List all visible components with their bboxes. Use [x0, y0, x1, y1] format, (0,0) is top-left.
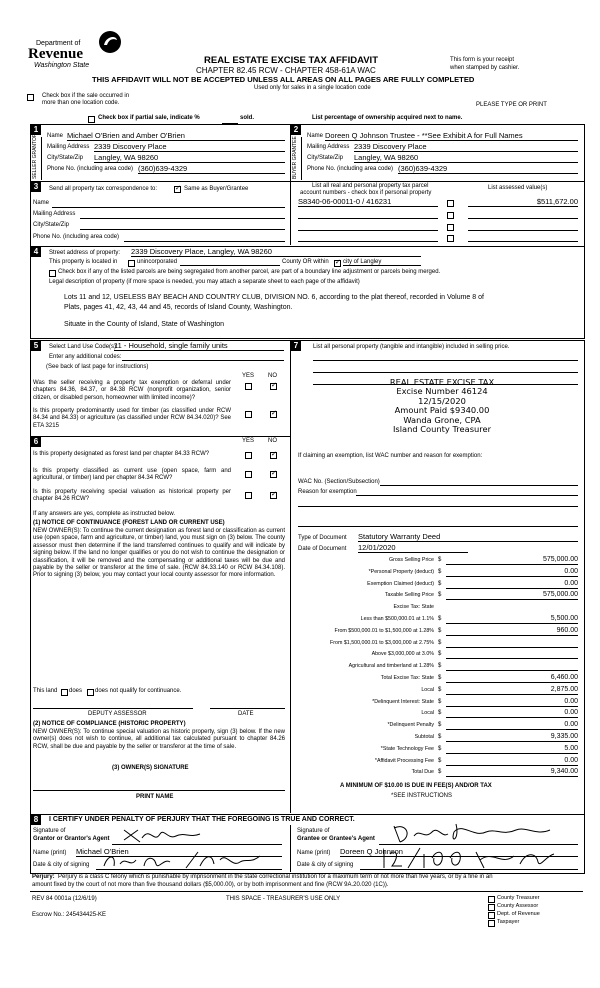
same-as-buyer-label: Same as Buyer/Grantee — [184, 186, 249, 192]
tax-row — [298, 757, 580, 769]
dor-logo-icon — [98, 30, 122, 54]
form-title: REAL ESTATE EXCISE TAX AFFIDAVIT — [204, 55, 379, 66]
seller-side-label: SELLER GRANTOR — [32, 133, 38, 179]
tax-row-label: *Delinquent Interest: State — [372, 698, 434, 705]
grantee-date-city-handwriting — [380, 846, 560, 872]
land-use-label: Select Land Use Code(s): — [49, 344, 118, 350]
tax-row-label: *Delinquent Penalty — [387, 722, 434, 729]
form-revision: REV 84 0001a (12/6/19) — [32, 896, 97, 902]
parcel-header-2: account numbers - check box if personal property — [300, 190, 432, 196]
tax-row-dollar: $ — [438, 734, 442, 740]
assessed-header: List assessed value(s) — [488, 185, 548, 191]
tax-row — [298, 662, 580, 674]
s6-no-header: NO — [268, 438, 277, 444]
tax-row-value[interactable]: 6,460.00 — [446, 674, 578, 683]
grantor-name-field[interactable]: Michael O'Brien — [76, 847, 282, 857]
deputy-assessor-label: DEPUTY ASSESSOR — [88, 711, 147, 717]
tax-row — [298, 650, 580, 662]
tax-row-label: *State Technology Fee — [380, 745, 434, 752]
s5-question-1: Was the seller receiving a property tax exemption or deferral under chapters 84.36, 84.37, or 84.38 RCW (nonprofit organization, senior citizen, or disabled person, homeowner with limited income)? — [33, 380, 231, 401]
seller-phone-label: Phone No. (including area code) — [47, 166, 134, 172]
receipt-note-1: This form is your receipt — [450, 57, 515, 63]
tax-row-value[interactable]: 2,875.00 — [446, 686, 578, 695]
street-address-field[interactable]: 2339 Discovery Place, Langley, WA 98260 — [131, 247, 421, 257]
deputy-date-label: DATE — [238, 711, 254, 717]
send-correspondence-label: Send all property tax correspondence to: — [49, 186, 158, 192]
tax-row-value[interactable]: 0.00 — [446, 757, 578, 766]
s5-q1-no[interactable] — [270, 383, 277, 390]
buyer-phone-field[interactable]: (360)639-4329 — [398, 164, 578, 174]
sold-label: sold. — [240, 115, 255, 121]
tax-row-label: Less than $500,000.01 at 1.1% — [360, 616, 434, 622]
stamp-line-6: Island County Treasurer — [392, 424, 492, 435]
partial-sale-label: Check box if partial sale, indicate % — [98, 115, 200, 121]
s5-q2-no[interactable] — [270, 411, 277, 418]
form-chapter: CHAPTER 82.45 RCW - CHAPTER 458-61A WAC — [196, 66, 376, 75]
section-1-badge: 1 — [31, 125, 41, 135]
personal-property-label: List all personal property (tangible and intangible) included in selling price. — [313, 344, 510, 350]
seller-name-field[interactable]: Michael O'Brien and Amber O'Brien — [67, 131, 285, 141]
s6-q3-yes[interactable] — [245, 492, 252, 499]
section-5-badge: 5 — [31, 341, 41, 351]
same-as-buyer-checkbox[interactable] — [174, 186, 181, 193]
doc-type-label: Type of Document — [298, 535, 347, 541]
seller-city-field[interactable]: Langley, WA 98260 — [94, 153, 285, 163]
tax-row-value[interactable]: 0.00 — [446, 709, 578, 718]
section-3-badge: 3 — [31, 182, 41, 192]
s5-question-2: Is this property predominantly used for timber (as classified under RCW 84.34 and 84.33) or agriculture (as classified under RCW 84.34.020)? See ETA 3215 — [33, 408, 231, 429]
buyer-mailing-field[interactable]: 2339 Discovery Place — [354, 142, 578, 152]
doc-type-field[interactable]: Statutory Warranty Deed — [358, 532, 578, 542]
certify-statement: I CERTIFY UNDER PENALTY OF PERJURY THAT THE FOREGOING IS TRUE AND CORRECT. — [49, 816, 355, 823]
segregated-checkbox[interactable] — [49, 270, 56, 277]
tax-row — [298, 745, 580, 757]
exemption-label: If claiming an exemption, list WAC number and reason for exemption: — [298, 453, 483, 459]
owner-signature-label: (3) OWNER(S) SIGNATURE — [112, 765, 189, 771]
perjury-text-2: amount fixed by the court of not more than five thousand dollars ($5,000.00), or by both imprisonment and fine (RCW 9A.20.020 (1C)). — [32, 882, 389, 888]
tax-row-dollar: $ — [438, 592, 442, 599]
grantee-name-field[interactable]: Doreen Q Johnson — [340, 847, 578, 857]
tax-row — [298, 627, 580, 639]
doc-date-field[interactable]: 12/01/2020 — [358, 543, 468, 553]
tax-row-dollar: $ — [438, 663, 442, 670]
qualify-label-3: does not qualify for continuance. — [95, 688, 182, 694]
tax-row — [298, 768, 580, 780]
form-warning: THIS AFFIDAVIT WILL NOT BE ACCEPTED UNLESS ALL AREAS ON ALL PAGES ARE FULLY COMPLETED — [92, 75, 475, 84]
treasurer-stamp — [352, 378, 532, 436]
buyer-city-label: City/State/Zip — [307, 155, 344, 161]
tax-row — [298, 733, 580, 745]
tax-row — [298, 591, 580, 603]
tax-row-dollar: $ — [438, 639, 442, 646]
grantee-name-print-label: Name (print) — [297, 850, 331, 856]
tax-corr-name-label: Name — [33, 200, 50, 206]
tax-row-dollar: $ — [438, 745, 442, 752]
notice-continuance-title: (1) NOTICE OF CONTINUANCE (FOREST LAND OR CURRENT USE) — [33, 520, 225, 526]
section-6-badge: 6 — [31, 437, 41, 447]
tax-row-dollar: $ — [438, 627, 442, 634]
seller-name-label: Name — [47, 133, 64, 139]
seller-mailing-label: Mailing Address — [47, 144, 90, 150]
personal-property-checkbox-2[interactable] — [447, 212, 454, 219]
tax-row — [298, 674, 580, 686]
tax-row-value[interactable] — [446, 639, 578, 648]
tax-row-value[interactable]: 0.00 — [446, 568, 578, 577]
tax-corr-city-label: City/State/Zip — [33, 222, 70, 228]
tax-row-dollar: $ — [438, 580, 442, 587]
located-in-label: This property is located in — [49, 259, 118, 265]
personal-property-checkbox-3[interactable] — [447, 224, 454, 231]
city-of-label: city of Langley — [343, 259, 382, 265]
see-back-note: (See back of last page for instructions) — [46, 364, 149, 370]
grantor-date-city-handwriting — [100, 850, 270, 872]
parcel-header-1: List all real and personal property tax parcel — [312, 183, 429, 189]
qualify-label-2: does — [69, 688, 83, 694]
tax-row-value[interactable]: 9,340.00 — [446, 768, 578, 777]
doc-date-label: Date of Document — [298, 546, 347, 552]
grantor-name-print-label: Name (print) — [33, 850, 67, 856]
section-2-badge: 2 — [291, 125, 301, 135]
s5-q1-yes[interactable] — [245, 383, 252, 390]
section-8-badge: 8 — [31, 815, 41, 825]
personal-property-checkbox-1[interactable] — [447, 200, 454, 207]
copy-county-treasurer-checkbox[interactable] — [488, 896, 495, 903]
tax-row-value[interactable]: 575,000.00 — [446, 556, 578, 565]
tax-corr-phone-label: Phone No. (including area code) — [33, 234, 120, 240]
multi-location-checkbox[interactable] — [27, 94, 34, 101]
tax-row-value[interactable]: 5.00 — [446, 745, 578, 754]
legal-description-1: Lots 11 and 12, USELESS BAY BEACH AND COUNTRY CLUB, DIVISION NO. 6, according to the plat thereof, recorded in Volume 8 of — [64, 294, 484, 301]
s6-question-3: Is this property receiving special valuation as historical property per chapter 84.26 RCW? — [33, 489, 231, 503]
tax-row-label: Subtotal — [414, 734, 434, 740]
seller-side-label-box — [31, 133, 42, 180]
s6-q1-no[interactable] — [270, 452, 277, 459]
tax-row-dollar: $ — [438, 769, 442, 776]
tax-row-label: Local — [421, 686, 434, 693]
notice-compliance-body: NEW OWNER(S): To continue special valuation as historic property, sign (3) below. If the new owner(s) does not wish to continue, all additional tax calculated pursuant to chapter 84.26 RCW, shall be due and payable by the seller or transferor at the time of sale. — [33, 729, 285, 750]
tax-row-dollar: $ — [438, 557, 442, 563]
see-instructions-note: *SEE INSTRUCTIONS — [391, 793, 453, 799]
copy-taxpayer: Taxpayer — [497, 919, 520, 925]
tax-row-value[interactable]: 0.00 — [446, 721, 578, 730]
if-yes-instruction: If any answers are yes, complete as instructed below. — [33, 511, 176, 517]
copy-dept-revenue-checkbox[interactable] — [488, 912, 495, 919]
grantor-signature — [120, 824, 230, 848]
tax-row-label: *Affidavit Processing Fee — [374, 757, 434, 764]
legal-description-2: Plats, pages 41, 42, 43, 44 and 45, records of Island County, Washington. — [64, 304, 293, 311]
grantee-date-city-label: Date & city of signing — [297, 862, 354, 868]
qualify-label-1: This land — [33, 688, 58, 694]
partial-sale-checkbox[interactable] — [88, 116, 95, 123]
land-use-field[interactable]: 11 - Household, single family units — [114, 341, 284, 351]
tax-row-label: Agricultural and timberland at 1.28% — [348, 663, 434, 670]
tax-row-value[interactable] — [446, 650, 578, 659]
tax-row-dollar: $ — [438, 710, 442, 717]
tax-row-value[interactable]: 575,000.00 — [446, 591, 578, 600]
grantee-signature — [390, 820, 560, 846]
tax-row-label: Total Excise Tax: State — [380, 675, 434, 681]
grantor-date-city-label: Date & city of signing — [33, 862, 90, 868]
escrow-number: Escrow No.: 245434425-KE — [32, 912, 107, 918]
grantee-signature-label: Signature of — [297, 828, 330, 834]
tax-row — [298, 709, 580, 721]
perjury-label: Perjury: — [32, 874, 55, 880]
tax-row-dollar: $ — [438, 686, 442, 693]
minimum-fee-note: A MINIMUM OF $10.00 IS DUE IN FEE(S) AND/OR TAX — [340, 783, 492, 789]
tax-row-label: Total Due — [411, 769, 434, 776]
seller-city-label: City/State/Zip — [47, 155, 84, 161]
print-name-label: PRINT NAME — [136, 794, 174, 800]
tax-row-label: *Personal Property (deduct) — [368, 568, 434, 575]
tax-row-value[interactable] — [446, 662, 578, 671]
segregated-label: Check box if any of the listed parcels are being segregated from another parcel, are part of a boundary line adjustment or parcels being merged. — [58, 269, 441, 275]
tax-row-dollar: $ — [438, 568, 442, 575]
tax-row-dollar: $ — [438, 616, 442, 622]
buyer-name-label: Name — [307, 133, 324, 139]
seller-phone-field[interactable]: (360)639-4329 — [138, 164, 285, 174]
grantee-agent-label: Grantee or Grantee's Agent — [297, 836, 375, 842]
stamp-line-3: 12/15/2020 — [418, 395, 466, 406]
legal-description-label: Legal description of property (if more space is needed, you may attach a separate sheet to each page of the affidavit) — [49, 279, 360, 285]
unincorporated-checkbox[interactable] — [128, 260, 135, 267]
dor-logo — [14, 30, 126, 70]
copy-county-assessor: County Assessor — [497, 903, 539, 909]
tax-row — [298, 721, 580, 733]
tax-row-label: Local — [421, 710, 434, 717]
section-4-badge: 4 — [31, 247, 41, 257]
section-7-badge: 7 — [291, 341, 301, 351]
reason-label: Reason for exemption — [298, 489, 357, 495]
tax-row — [298, 615, 580, 627]
buyer-side-label: BUYER GRANTEE — [292, 136, 298, 179]
additional-codes-label: Enter any additional codes: — [49, 354, 122, 360]
perjury-text-1: Perjury is a class C felony which is punishable by imprisonment in the state correctional institution for a maximum term of not more than five years, or by a fine in an — [58, 874, 493, 880]
qualify-does-not-checkbox[interactable] — [87, 689, 94, 696]
tax-row-label: Gross Selling Price — [388, 557, 434, 563]
stamp-line-4: Amount Paid $9340.00 — [394, 405, 490, 416]
city-of-checkbox[interactable] — [334, 260, 341, 267]
tax-row — [298, 556, 580, 568]
multi-location-label-1: Check box if the sale occurred in — [42, 93, 130, 99]
tax-row — [298, 686, 580, 698]
buyer-mailing-label: Mailing Address — [307, 144, 350, 150]
tax-row-label: Excise Tax: State — [393, 604, 434, 611]
personal-property-checkbox-4[interactable] — [447, 235, 454, 242]
tax-row-dollar: $ — [438, 675, 442, 681]
tax-row-dollar: $ — [438, 698, 442, 705]
tax-row-label: From $1,500,000.01 to $3,000,000 at 2.75% — [330, 639, 434, 646]
tax-row — [298, 639, 580, 651]
unincorporated-label: unincorporated — [137, 259, 178, 265]
tax-row-label: From $500,000.01 to $1,500,000 at 1.28% — [334, 627, 434, 634]
grantor-agent-label: Grantor or Grantor's Agent — [33, 836, 110, 842]
ownership-note: List percentage of ownership acquired next to name. — [312, 115, 463, 121]
multi-location-label-2: more than one location code. — [42, 100, 120, 106]
tax-row-value[interactable]: 0.00 — [446, 698, 578, 707]
type-or-print: PLEASE TYPE OR PRINT — [476, 102, 547, 108]
stamp-line-2: Excise Number 46124 — [396, 386, 488, 397]
grantor-signature-label: Signature of — [33, 828, 66, 834]
tax-row-label: Above $3,000,000 at 3.0% — [371, 651, 434, 658]
tax-row-label: Taxable Selling Price — [384, 592, 434, 599]
tax-row-value[interactable]: 0.00 — [446, 580, 578, 589]
tax-row-value[interactable]: 5,500.00 — [446, 615, 578, 624]
seller-mailing-field[interactable]: 2339 Discovery Place — [94, 142, 285, 152]
tax-row-value[interactable]: 9,335.00 — [446, 733, 578, 742]
tax-corr-mailing-label: Mailing Address — [33, 211, 76, 217]
s5-q2-yes[interactable] — [245, 411, 252, 418]
buyer-name-field[interactable]: Doreen Q Johnson Trustee - **See Exhibit A for Full Names — [325, 131, 578, 141]
copy-dept-revenue: Dept. of Revenue — [497, 911, 540, 917]
tax-row — [298, 698, 580, 710]
s6-q3-no[interactable] — [270, 492, 277, 499]
copy-taxpayer-checkbox[interactable] — [488, 920, 495, 927]
buyer-phone-label: Phone No. (including area code) — [307, 166, 394, 172]
stamp-line-5: Wanda Grone, CPA — [403, 414, 481, 425]
assessed-value-field[interactable]: $511,672.00 — [468, 197, 578, 207]
tax-row — [298, 580, 580, 592]
single-location-note: Used only for sales in a single location code — [254, 85, 371, 91]
tax-row-value[interactable]: 960.00 — [446, 627, 578, 636]
copy-county-assessor-checkbox[interactable] — [488, 904, 495, 911]
s6-question-1: Is this property designated as forest land per chapter 84.33 RCW? — [33, 451, 210, 457]
s5-yes-header: YES — [242, 373, 255, 379]
stamp-line-1: REAL ESTATE EXCISE TAX — [389, 377, 495, 387]
parcel-number-field[interactable]: S8340-06-00011-0 / 416231 — [298, 197, 438, 207]
s6-q2-no[interactable] — [270, 471, 277, 478]
tax-row-dollar: $ — [438, 757, 442, 764]
copy-county-treasurer: County Treasurer — [497, 895, 540, 901]
wac-label: WAC No. (Section/Subsection) — [298, 479, 380, 485]
receipt-note-2: when stamped by cashier. — [450, 65, 520, 71]
s5-no-header: NO — [268, 373, 277, 379]
s6-question-2: Is this property classified as current use (open space, farm and agricultural, or timber) land per chapter 84.34 RCW? — [33, 468, 231, 482]
county-or-within-label: County OR within — [282, 259, 329, 265]
treasurer-use-label: THIS SPACE - TREASURER'S USE ONLY — [226, 896, 341, 902]
tax-row-dollar: $ — [438, 722, 442, 729]
tax-row — [298, 603, 580, 615]
street-label: Street address of property: — [49, 250, 121, 256]
tax-row-label: Exemption Claimed (deduct) — [367, 580, 434, 587]
qualify-does-checkbox[interactable] — [61, 689, 68, 696]
dept-line: Department of — [36, 40, 81, 47]
legal-description-3: Situate in the County of Island, State of Washington — [64, 321, 225, 328]
tax-row-dollar: $ — [438, 651, 442, 658]
tax-row — [298, 568, 580, 580]
agency-name: Revenue — [28, 46, 83, 62]
s6-q2-yes[interactable] — [245, 471, 252, 478]
notice-compliance-title: (2) NOTICE OF COMPLIANCE (HISTORIC PROPERTY) — [33, 721, 186, 727]
agency-state: Washington State — [34, 62, 90, 69]
notice-continuance-body: NEW OWNER(S): To continue the current designation as forest land or classification as current use (open space, farm and agriculture, or timber) land, you must sign on (3) below. The county assessor must then determine if the land transferred continues to qualify and will indicate by signing below. If the land no longer qualifies or you do not wish to continue the designation or classification, it will be removed and the compensating or additional taxes will be due and payable by the seller or transferor at the time of sale. (RCW 84.33.140 or RCW 84.34.108). Prior to signing (3) below, you may contact your local county assessor for more information. — [33, 528, 285, 579]
buyer-side-label-box — [291, 137, 302, 180]
s6-q1-yes[interactable] — [245, 452, 252, 459]
buyer-city-field[interactable]: Langley, WA 98260 — [354, 153, 578, 163]
s6-yes-header: YES — [242, 438, 255, 444]
